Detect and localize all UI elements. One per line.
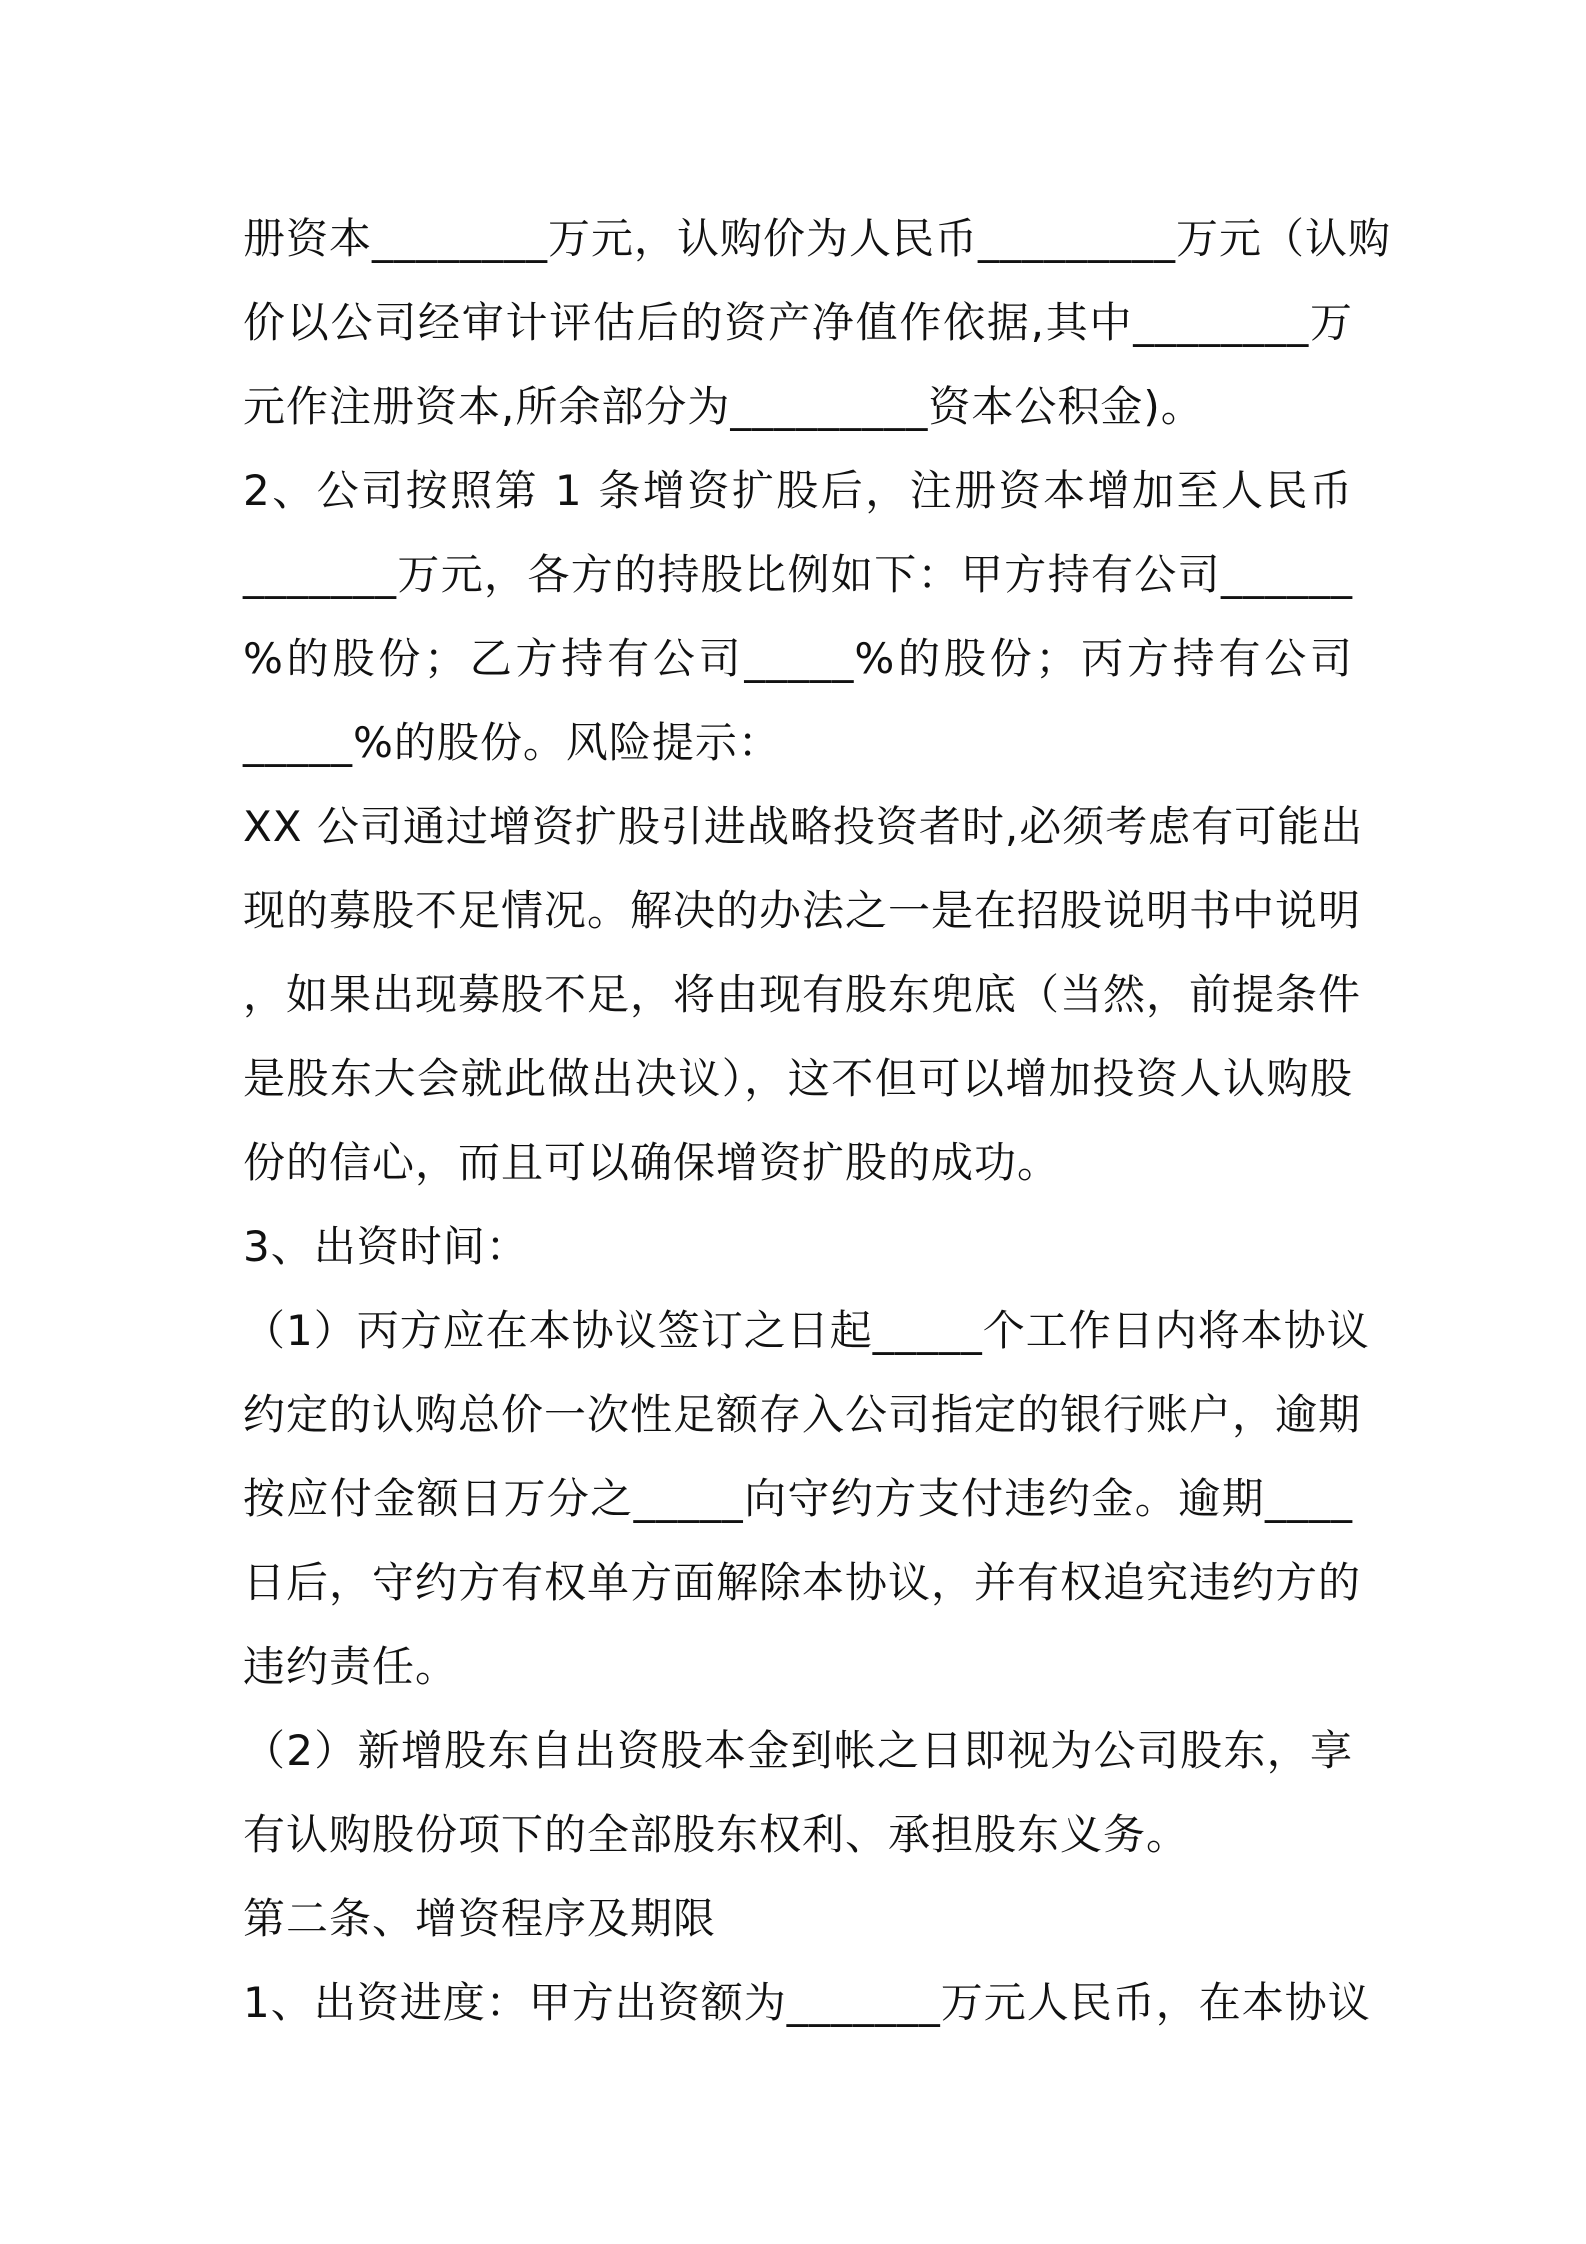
text-line: 约定的认购总价一次性足额存入公司指定的银行账户，逾期 xyxy=(243,1390,1362,1439)
document-page xyxy=(243,197,1392,2045)
text-line: _______万元，各方的持股比例如下：甲方持有公司______ xyxy=(243,550,1353,599)
text-line: 违约责任。 xyxy=(243,1642,459,1691)
text-line: XX 公司通过增资扩股引进战略投资者时,必须考虑有可能出 xyxy=(243,802,1364,851)
article-heading: 第二条、增资程序及期限 xyxy=(243,1894,717,1943)
text-line: 元作注册资本,所余部分为_________资本公积金)。 xyxy=(243,382,1204,431)
text-line: 现的募股不足情况。解决的办法之一是在招股说明书中说明 xyxy=(243,886,1362,935)
text-line: 1、出资进度：甲方出资额为_______万元人民币，在本协议 xyxy=(243,1978,1371,2027)
text-line: %的股份；乙方持有公司_____%的股份；丙方持有公司 xyxy=(243,634,1353,683)
text-line: 是股东大会就此做出决议），这不但可以增加投资人认购股 xyxy=(243,1054,1353,1103)
text-line: （2）新增股东自出资股本金到帐之日即视为公司股东，享 xyxy=(243,1726,1353,1775)
text-line: 有认购股份项下的全部股东权利、承担股东义务。 xyxy=(243,1810,1190,1859)
text-line: （1）丙方应在本协议签订之日起_____个工作日内将本协议 xyxy=(243,1306,1370,1355)
text-line: 价以公司经审计评估后的资产净值作依据,其中________万 xyxy=(243,298,1353,347)
text-line: 份的信心，而且可以确保增资扩股的成功。 xyxy=(243,1138,1061,1187)
text-line: 2、公司按照第 1 条增资扩股后，注册资本增加至人民币 xyxy=(243,466,1353,515)
text-line: 日后，守约方有权单方面解除本协议，并有权追究违约方的 xyxy=(243,1558,1362,1607)
text-line: ，如果出现募股不足，将由现有股东兜底（当然，前提条件 xyxy=(243,970,1362,1019)
text-line: 按应付金额日万分之_____向守约方支付违约金。逾期____ xyxy=(243,1474,1353,1523)
section-heading: 3、出资时间： xyxy=(243,1222,529,1271)
text-line: _____%的股份。风险提示： xyxy=(243,718,781,767)
text-line: 册资本________万元，认购价为人民币_________万元（认购 xyxy=(243,214,1392,263)
